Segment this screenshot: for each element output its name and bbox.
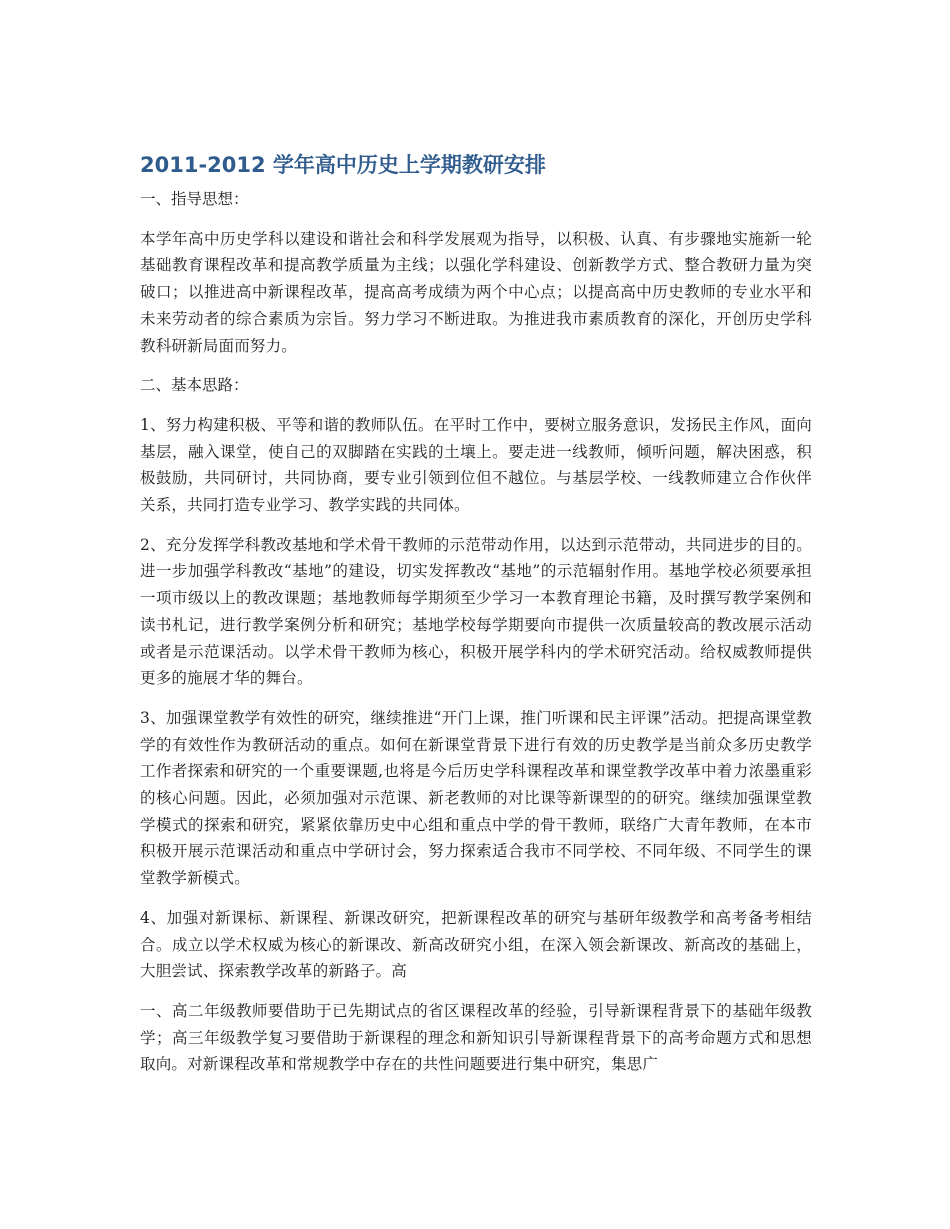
document-title: 2011-2012 学年高中历史上学期教研安排 [140, 153, 546, 177]
paragraph-point-4: 4、加强对新课标、新课程、新课改研究，把新课程改革的研究与基研年级教学和高考备考相结合。成立以学术权威为核心的新课改、新高改研究小组，在深入领会新课改、新高改的基础上，大胆尝试、探索教学改革的新路子。高 [140, 908, 812, 981]
paragraph-guiding: 本学年高中历史学科以建设和谐社会和科学发展观为指导，以积极、认真、有步骤地实施新一轮基础教育课程改革和提高教学质量为主线；以强化学科建设、创新教学方式、整合教研力量为突破口；以推进高中新课程改革，提高高考成绩为两个中心点；以提高高中历史教师的专业水平和未来劳动者的综合素质为宗旨。努力学习不断进取。为推进我市素质教育的深化，开创历史学科教科研新局面而努力。 [140, 229, 812, 355]
paragraph-point-5: 一、高二年级教师要借助于已先期试点的省区课程改革的经验，引导新课程背景下的基础年级教学；高三年级教学复习要借助于新课程的理念和新知识引导新课程背景下的高考命题方式和思想取向。对新课程改革和常规教学中存在的共性问题要进行集中研究，集思广 [140, 1001, 812, 1074]
section-heading-approach: 二、基本思路： [140, 376, 249, 395]
section-heading-guiding: 一、指导思想： [140, 190, 249, 208]
paragraph-point-3: 3、加强课堂教学有效性的研究，继续推进“开门上课，推门听课和民主评课”活动。把提高课堂教学的有效性作为教研活动的重点。如何在新课堂背景下进行有效的历史教学是当前众多历史教学工作者探索和研究的一个重要课题,也将是今后历史学科课程改革和课堂教学改革中着力浓墨重彩的核心问题。因此，必须加强对示范课、新老教师的对比课等新课型的的研究。继续加强课堂教学模式的探索和研究，紧紧依靠历史中心组和重点中学的骨干教师，联络广大青年教师，在本市积极开展示范课活动和重点中学研讨会，努力探索适合我市不同学校、不同年级、不同学生的课堂教学新模式。 [140, 708, 812, 888]
paragraph-point-2: 2、充分发挥学科教改基地和学术骨干教师的示范带动作用，以达到示范带动，共同进步的目的。进一步加强学科教改“基地”的建设，切实发挥教改“基地”的示范辐射作用。基地学校必须要承担一项市级以上的教改课题；基地教师每学期须至少学习一本教育理论书籍，及时撰写教学案例和读书札记，进行教学案例分析和研究；基地学校每学期要向市提供一次质量较高的教改展示活动或者是示范课活动。以学术骨干教师为核心，积极开展学科内的学术研究活动。给权威教师提供更多的施展才华的舞台。 [140, 535, 812, 688]
document-body [140, 150, 812, 1091]
paragraph-point-1: 1、努力构建积极、平等和谐的教师队伍。在平时工作中，要树立服务意识，发扬民主作风，面向基层，融入课堂，使自己的双脚踏在实践的土壤上。要走进一线教师，倾听问题，解决困惑，积极鼓励，共同研讨，共同协商，要专业引领到位但不越位。与基层学校、一线教师建立合作伙伴关系，共同打造专业学习、教学实践的共同体。 [140, 415, 812, 515]
